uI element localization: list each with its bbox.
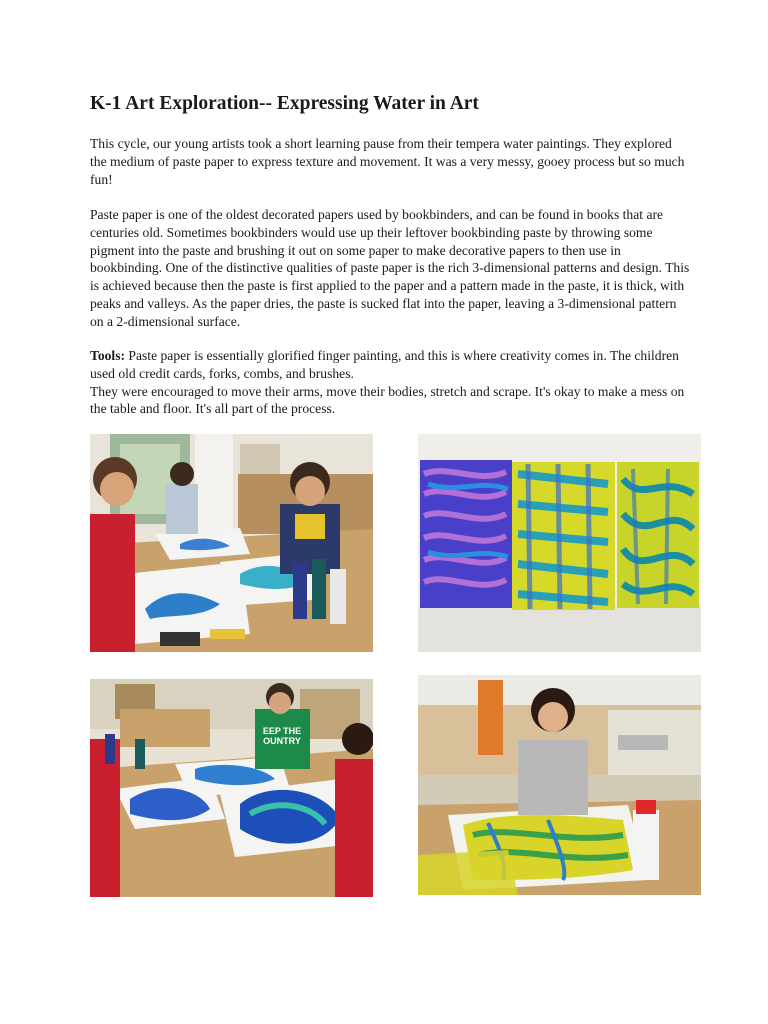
tools-label: Tools: bbox=[90, 348, 126, 363]
tools-text: Paste paper is essentially glorified finger painting, and this is where creativity comes in. The children used old credit cards, forks, combs, and brushes. bbox=[90, 348, 679, 381]
page-title: K-1 Art Exploration-- Expressing Water in Art bbox=[90, 93, 479, 114]
shirt-print-text: EEP THE OUNTRY bbox=[262, 726, 302, 746]
paste-paper-history-paragraph: Paste paper is one of the oldest decorated papers used by bookbinders, and can be found in books that are centuries old. Sometimes bookbinders would use up their leftover bookbinding paste by throwing some pigment into the paste and brushing it out on some paper to make decorative papers to then use in bookbinding. One of the distinctive qualities of paste paper is the rich 3-dimensional patterns and design. This is achieved because then the paste is first applied to the paper and a pattern made in the paste, it is thick, with peaks and valleys. As the paper dries, the paste is sucked flat into the paper, leaving a 3-dimensional pattern on a 2-dimensional surface. bbox=[90, 207, 690, 329]
intro-paragraph: This cycle, our young artists took a short learning pause from their tempera water paintings. They explored the medium of paste paper to express texture and movement. It was a very messy, gooey process but so much fun! bbox=[90, 136, 685, 187]
tools-paragraph bbox=[90, 347, 690, 418]
photo-finished-paste-papers bbox=[418, 434, 701, 652]
photo-children-painting-at-table bbox=[90, 434, 373, 652]
tools-text-encouragement: They were encouraged to move their arms, move their bodies, stretch and scrape. It's okay to make a mess on the table and floor. It's all part of the process. bbox=[90, 383, 685, 417]
photo-boy-painting-blue-swirls bbox=[90, 679, 373, 897]
photo-girl-painting-yellow bbox=[418, 675, 701, 895]
